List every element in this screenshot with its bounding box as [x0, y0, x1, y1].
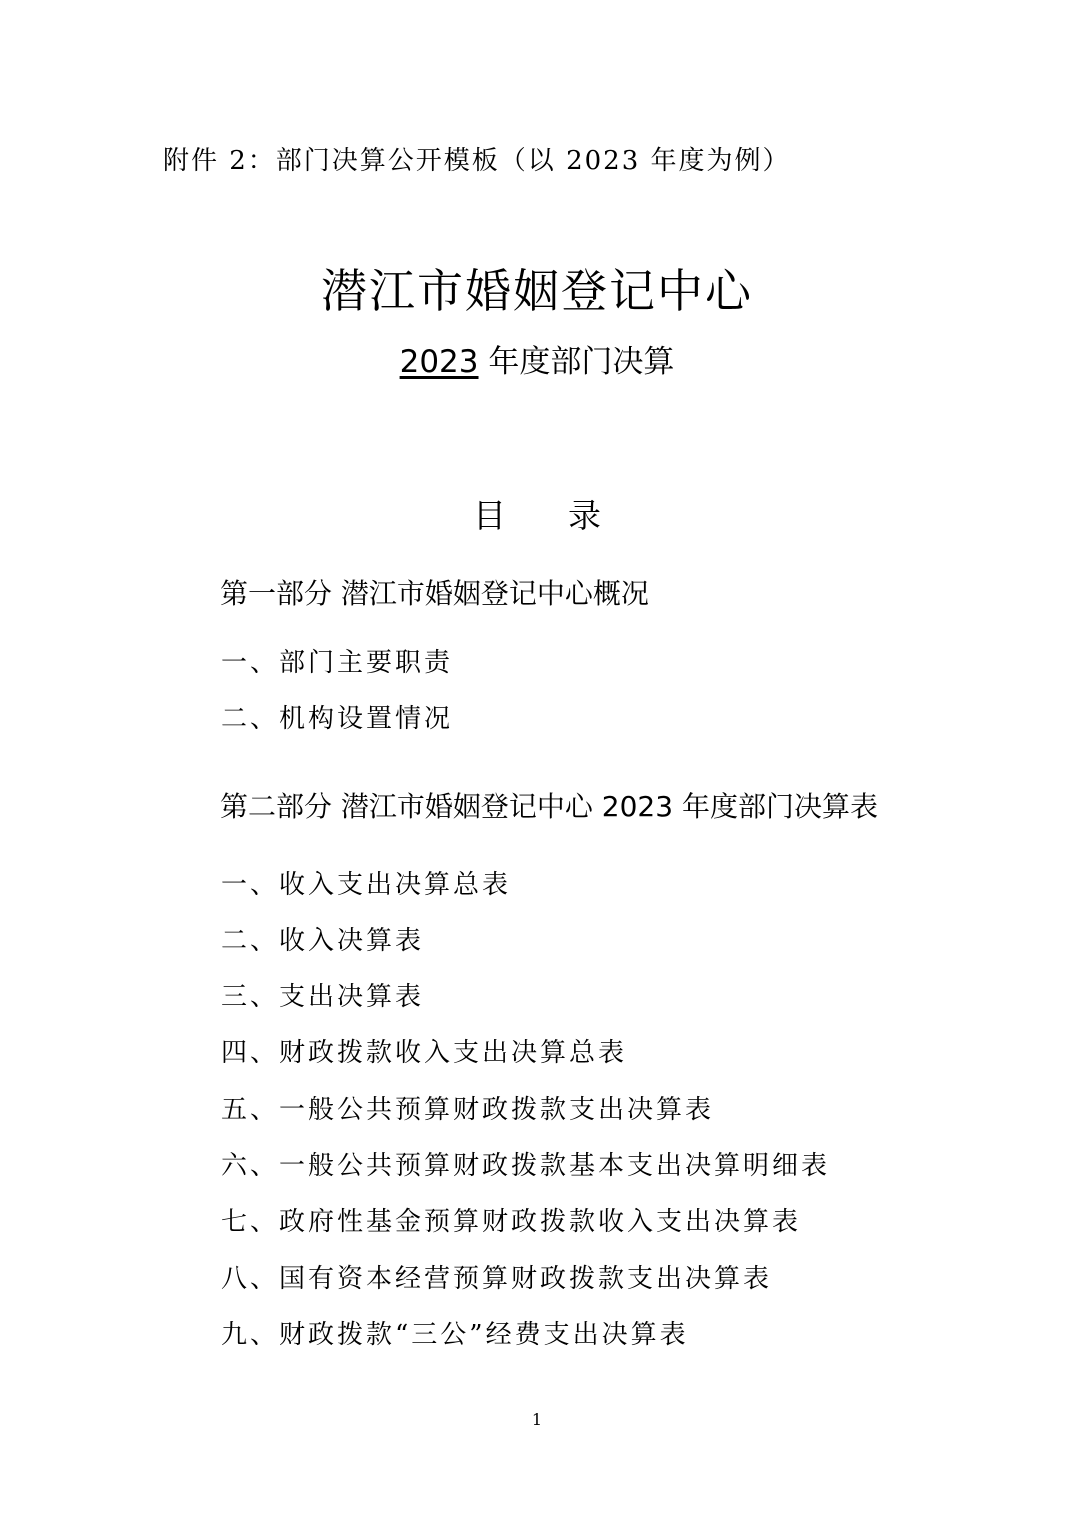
toc-item: 六、一般公共预算财政拨款基本支出决算明细表 — [221, 1151, 831, 1181]
part1-title: 第一部分 潜江市婚姻登记中心概况 — [220, 577, 649, 610]
document-subtitle — [0, 336, 1074, 381]
attachment-line: 附件 2：部门决算公开模板（以 2023 年度为例） — [163, 146, 791, 176]
toc-item: 一、部门主要职责 — [221, 648, 454, 678]
page-number: 1 — [531, 1410, 543, 1429]
subtitle-year: 2023 — [399, 344, 479, 380]
toc-item: 八、国有资本经营预算财政拨款支出决算表 — [221, 1264, 773, 1294]
subtitle-text: 年度部门决算 — [478, 344, 675, 380]
toc-heading-right: 录 — [568, 496, 601, 535]
toc-item: 五、一般公共预算财政拨款支出决算表 — [221, 1095, 715, 1125]
toc-item: 一、收入支出决算总表 — [221, 870, 512, 900]
toc-item: 七、政府性基金预算财政拨款收入支出决算表 — [221, 1207, 802, 1237]
toc-item: 二、收入决算表 — [221, 926, 425, 956]
toc-item: 二、机构设置情况 — [221, 704, 454, 734]
part2-title: 第二部分 潜江市婚姻登记中心 2023 年度部门决算表 — [220, 790, 878, 823]
toc-heading-left: 目 — [473, 496, 506, 535]
organization-title: 潜江市婚姻登记中心 — [321, 264, 753, 318]
toc-item: 九、财政拨款“三公”经费支出决算表 — [221, 1320, 689, 1350]
toc-item: 三、支出决算表 — [221, 982, 425, 1012]
toc-heading — [0, 490, 1074, 537]
toc-item: 四、财政拨款收入支出决算总表 — [221, 1038, 628, 1068]
